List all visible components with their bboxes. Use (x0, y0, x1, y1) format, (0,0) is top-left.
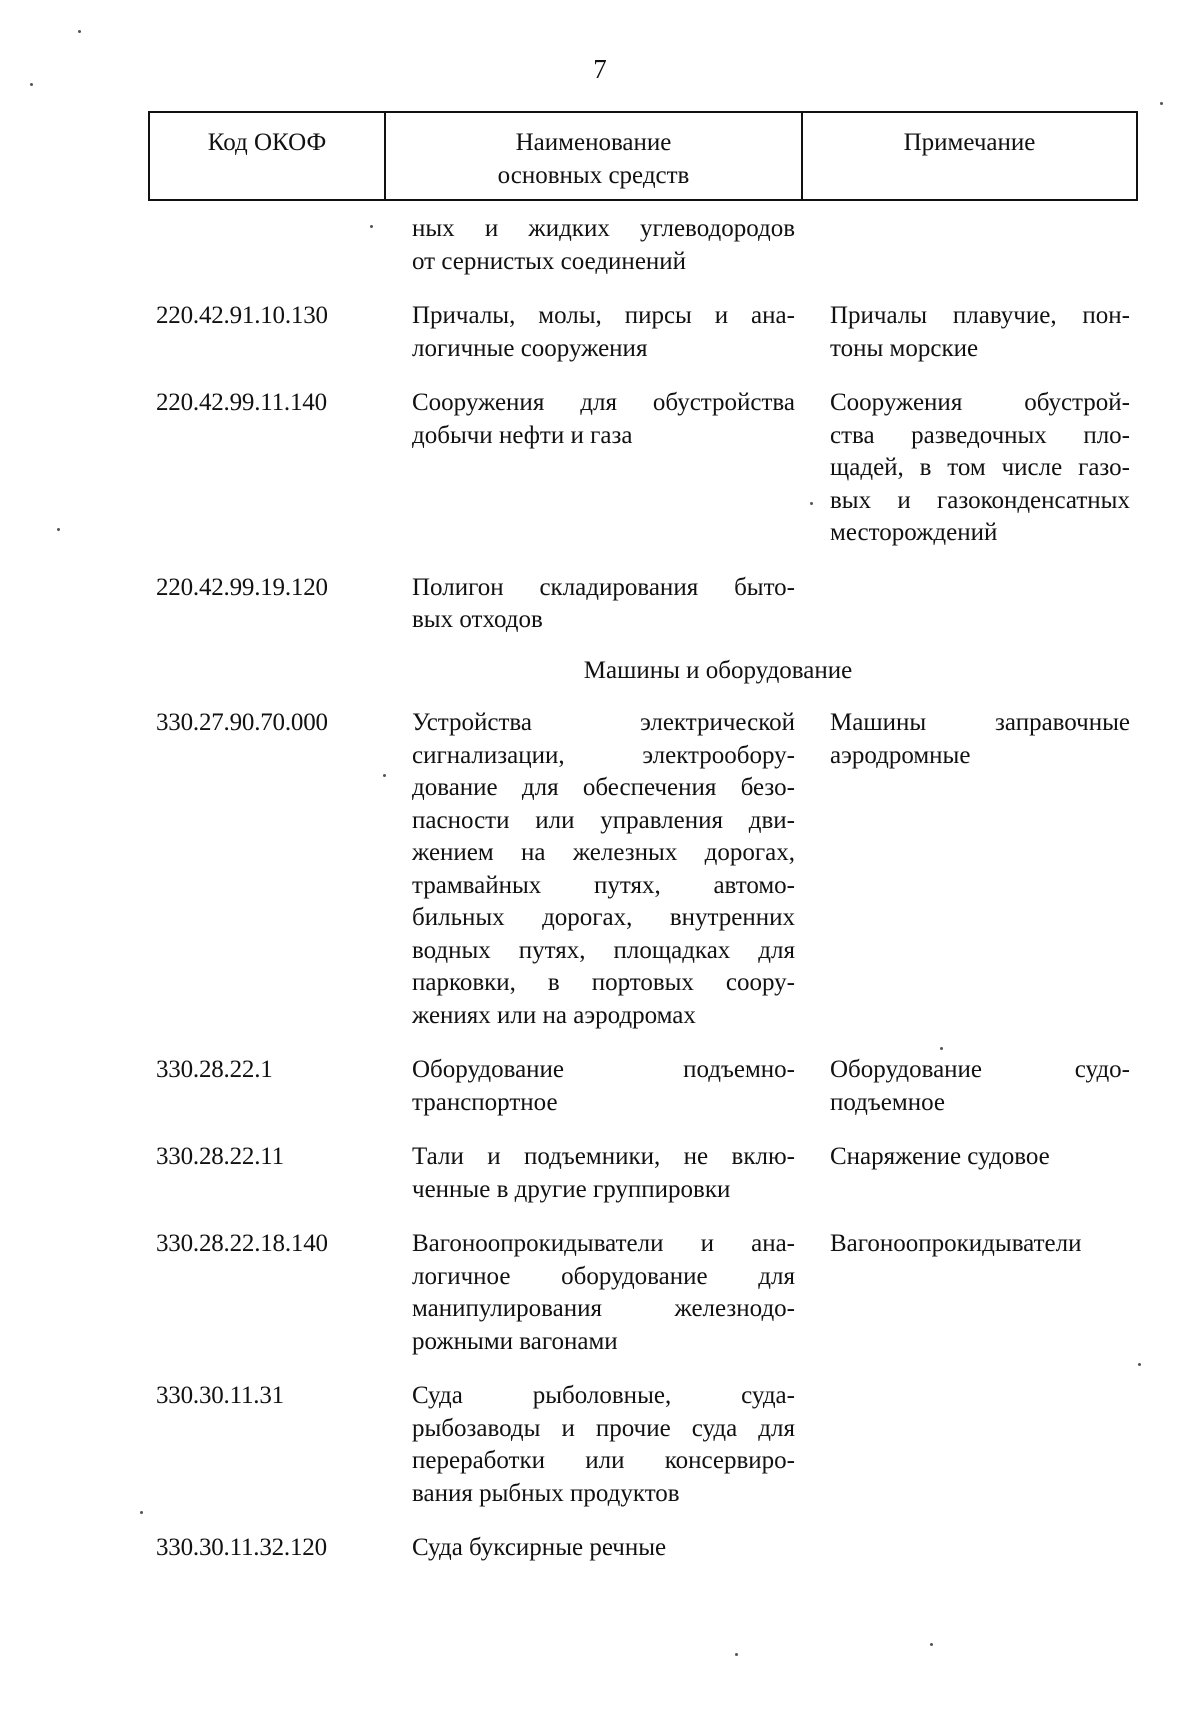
asset-name-line: водных путях, площадках для (412, 936, 795, 964)
asset-name (412, 300, 795, 365)
asset-name-line: трамвайных путях, автомо- (412, 871, 795, 899)
asset-name-line: сигнализации, электрообору- (412, 741, 795, 769)
table-row (148, 1054, 1138, 1119)
asset-name (412, 572, 795, 637)
asset-note (830, 213, 1130, 278)
table-row (148, 707, 1138, 1032)
asset-name-line: добычи нефти и газа (412, 421, 633, 449)
table-row (148, 1228, 1138, 1358)
okof-code: 330.28.22.18.140 (156, 1230, 328, 1257)
asset-name-line: Сооружения для обустройства (412, 389, 795, 416)
table-row (148, 300, 1138, 365)
table-row (148, 1380, 1138, 1510)
asset-name (412, 1054, 795, 1119)
asset-note (830, 1228, 1130, 1358)
asset-note (830, 1532, 1130, 1565)
asset-name-line: переработки или консервиро- (412, 1447, 795, 1474)
asset-name-line: Причалы, молы, пирсы и ана- (412, 302, 795, 329)
rows-group-2 (148, 707, 1138, 1565)
scan-speck (1160, 102, 1163, 105)
asset-note (830, 572, 1130, 637)
scan-speck (940, 1047, 943, 1050)
asset-name-line: манипулирования железнодо- (412, 1295, 795, 1322)
asset-note-line: месторождений (830, 519, 998, 546)
asset-note-line: Вагоноопрокидыватели (830, 1230, 1082, 1257)
asset-name (412, 707, 795, 1032)
okof-code: 330.27.90.70.000 (156, 709, 328, 736)
okof-code (148, 213, 412, 278)
okof-code: 220.42.99.11.140 (156, 389, 327, 416)
asset-name-line: от сернистых соединений (412, 247, 687, 275)
asset-name-line: вых отходов (412, 606, 543, 633)
asset-name-line: логичные сооружения (412, 334, 648, 362)
scan-speck (30, 83, 33, 86)
asset-note-line: Сооружения обустрой- (830, 389, 1130, 416)
header-note-label: Примечание (903, 129, 1036, 156)
asset-note (830, 707, 1130, 1032)
asset-note-line: Снаряжение судовое (830, 1143, 1050, 1170)
asset-note-line: Оборудование судо- (830, 1056, 1130, 1083)
okof-code: 330.30.11.32.120 (156, 1534, 327, 1561)
asset-note-line: подъемное (830, 1088, 946, 1116)
table-row (148, 387, 1138, 550)
scan-speck (383, 774, 386, 777)
asset-note (830, 387, 1130, 550)
asset-name (412, 1380, 795, 1510)
asset-name (412, 213, 795, 278)
asset-name-line: жением на железных дорогах, (412, 839, 795, 866)
scan-speck (735, 1653, 738, 1656)
asset-name-line: логичное оборудование для (412, 1262, 795, 1290)
asset-note-line: Машины заправочные (830, 709, 1130, 736)
header-name-line2: основных средств (497, 162, 690, 189)
asset-name-line: рожными вагонами (412, 1327, 618, 1355)
section-heading: Машины и оборудование (583, 656, 853, 684)
table-row (148, 213, 1138, 278)
asset-note-line: аэродромные (830, 741, 971, 769)
asset-name-line: бильных дорогах, внутренних (412, 904, 795, 931)
asset-note-line: вых и газоконденсатных (830, 486, 1130, 514)
asset-note-line: тоны морские (830, 334, 979, 362)
header-code-cell (150, 113, 386, 199)
scan-speck (930, 1643, 933, 1646)
asset-name-line: Вагоноопрокидыватели и ана- (412, 1230, 795, 1257)
asset-name-line: Тали и подъемники, не вклю- (412, 1143, 795, 1170)
table-row (148, 572, 1138, 637)
asset-name-line: ных и жидких углеводородов (412, 215, 795, 242)
asset-name-line: вания рыбных продуктов (412, 1479, 680, 1507)
asset-note-line: Причалы плавучие, пон- (830, 302, 1130, 329)
okof-code: 220.42.91.10.130 (156, 302, 328, 329)
asset-name-line: Оборудование подъемно- (412, 1056, 795, 1083)
asset-note (830, 300, 1130, 365)
asset-note (830, 1054, 1130, 1119)
asset-name-line: жениях или на аэродромах (412, 1001, 696, 1029)
okof-code: 330.28.22.1 (156, 1056, 273, 1083)
asset-note (830, 1380, 1130, 1510)
header-code-label: Код ОКОФ (207, 129, 327, 156)
scan-speck (140, 1511, 143, 1514)
asset-name-line: ченные в другие группировки (412, 1175, 731, 1203)
asset-name-line: пасности или управления дви- (412, 806, 795, 834)
header-name-line1: Наименование (515, 129, 672, 156)
asset-name-line: парковки, в портовых соору- (412, 969, 795, 996)
okof-code: 330.30.11.31 (156, 1382, 284, 1409)
asset-name (412, 387, 795, 550)
table-header (148, 111, 1138, 201)
asset-note (830, 1141, 1130, 1206)
asset-note-line: ства разведочных пло- (830, 421, 1130, 449)
header-note-cell (803, 113, 1136, 199)
asset-name (412, 1141, 795, 1206)
asset-name-line: транспортное (412, 1088, 558, 1116)
table-body (148, 213, 1138, 1587)
table-row (148, 1141, 1138, 1206)
asset-name-line: дование для обеспечения безо- (412, 774, 795, 801)
rows-group-1 (148, 213, 1138, 637)
asset-name (412, 1532, 795, 1565)
asset-name (412, 1228, 795, 1358)
asset-name-line: Устройства электрической (412, 709, 795, 736)
asset-name-line: Суда рыболовные, суда- (412, 1382, 795, 1409)
header-name-cell (386, 113, 803, 199)
page-number: 7 (593, 54, 607, 84)
okof-code: 220.42.99.19.120 (156, 573, 328, 601)
scan-speck (370, 225, 373, 228)
asset-name-line: Суда буксирные речные (412, 1534, 667, 1561)
scan-speck (1138, 1363, 1141, 1366)
asset-name-line: Полигон складирования быто- (412, 573, 795, 601)
scan-speck (810, 502, 813, 505)
table-row (148, 1532, 1138, 1565)
scan-speck (57, 528, 60, 531)
scan-speck (78, 30, 81, 33)
okof-code: 330.28.22.11 (156, 1143, 284, 1170)
asset-name-line: рыбозаводы и прочие суда для (412, 1414, 795, 1442)
asset-note-line: щадей, в том числе газо- (830, 454, 1130, 481)
